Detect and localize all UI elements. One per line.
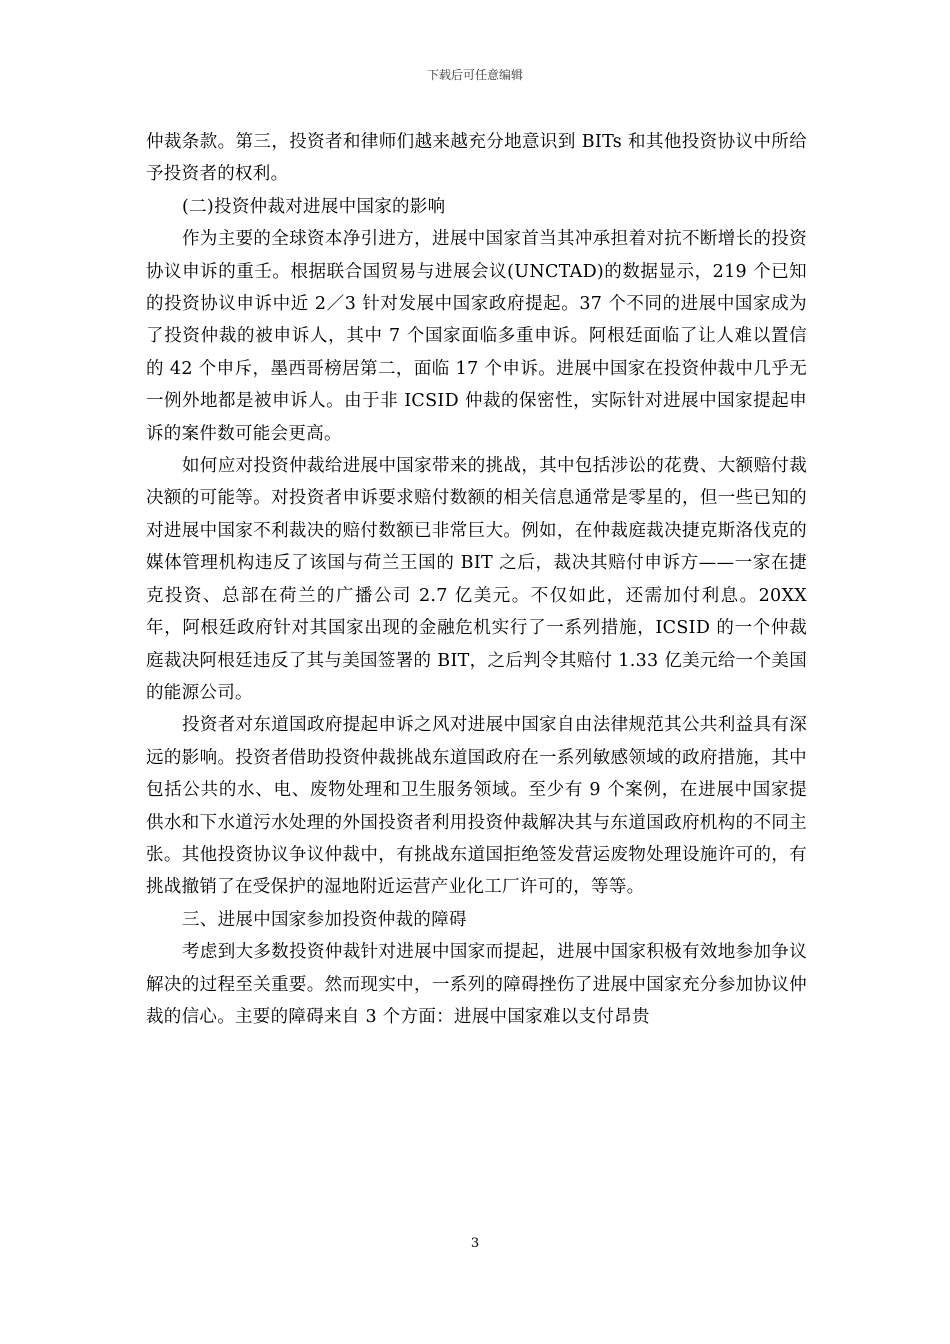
paragraph-continuation: 仲裁条款。第三，投资者和律师们越来越充分地意识到 BITs 和其他投资协议中所给予投资者的权利。: [146, 132, 807, 185]
paragraph-arbitration-costs: 如何应对投资仲裁给进展中国家带来的挑战，其中包括涉讼的花费、大额赔付裁决额的可能等。对投资者申诉要求赔付数额的相关信息通常是零星的，但一些已知的对进展中国家不利裁决的赔付数额已非常巨大。例如，在仲裁庭裁决捷克斯洛伐克的媒体管理机构违反了该国与荷兰王国的 BIT 之后，裁决其赔付申诉方——一家在捷克投资、总部在荷兰的广播公司 2.7 亿美元。不仅如此，还需加付利息。20XX 年，阿根廷政府针对其国家出现的金融危机实行了一系列措施，ICSID 的一个仲裁庭裁决阿根廷违反了其与美国签署的 BIT，之后判令其赔付 1.33 亿美元给一个美国的能源公司。: [146, 456, 807, 703]
paragraph-investment-claims: 作为主要的全球资本净引进方，进展中国家首当其冲承担着对抗不断增长的投资协议申诉的重壬。根据联合国贸易与进展会议(UNCTAD)的数据显示，219 个已知的投资协议申诉中近 2／3 针对发展中国家政府提起。37 个不同的进展中国家成为了投资仲裁的被申诉人，其中 7 个国家面临多重申诉。阿根廷面临了让人难以置信的 42 个申斥，墨西哥榜居第二，面临 17 个申诉。进展中国家在投资仲裁中几乎无一例外地都是被申诉人。由于非 ICSID 仲裁的保密性，实际针对进展中国家提起申诉的案件数可能会更高。: [146, 229, 807, 444]
paragraph-obstacles: 考虑到大多数投资仲裁针对进展中国家而提起，进展中国家积极有效地参加争议解决的过程至关重要。然而现实中，一系列的障碍挫伤了进展中国家充分参加协议仲裁的信心。主要的障碍来自 3 个方面：进展中国家难以支付昂贵: [146, 942, 807, 1027]
section-heading-3: 三、进展中国家参加投资仲裁的障碍: [182, 909, 467, 930]
paragraph-public-interest: 投资者对东道国政府提起申诉之风对进展中国家自由法律规范其公共利益具有深远的影响。投资者借助投资仲裁挑战东道国政府在一系列敏感领域的政府措施，其中包括公共的水、电、废物处理和卫生服务领域。至少有 9 个案例，在进展中国家提供水和下水道污水处理的外国投资者利用投资仲裁解决其与东道国政府机构的不同主张。其他投资协议争议仲裁中，有挑战东道国拒绝签发营运废物处理设施许可的，有挑战撤销了在受保护的湿地附近运营产业化工厂许可的，等等。: [146, 715, 807, 898]
document-body: [146, 126, 807, 1033]
page-number: 3: [470, 1236, 480, 1251]
page-header: 下载后可任意编辑: [426, 68, 523, 82]
section-heading-2: (二)投资仲裁对进展中国家的影响: [182, 196, 446, 217]
